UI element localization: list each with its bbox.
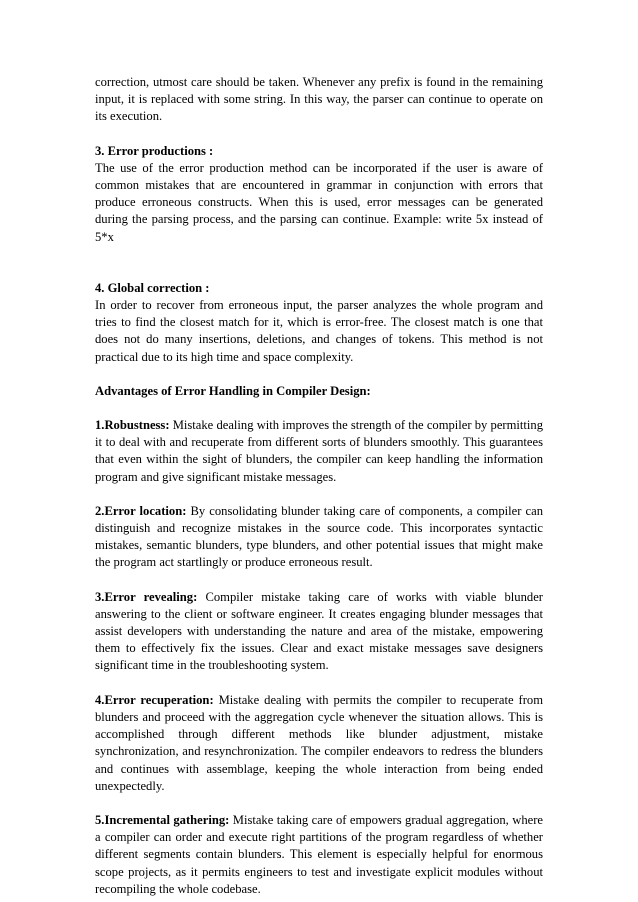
advantage-item bbox=[95, 503, 543, 572]
advantage-item bbox=[95, 417, 543, 486]
document-page bbox=[95, 74, 543, 898]
advantage-body: Mistake dealing with permits the compiler to recuperate from blunders and proceed with the aggregation cycle whenever the situation allows. This is accomplished through different methods like blunder adjustment, mistake synchronization, and resynchronization. The compiler endeavors to redress the blunders and continues with assemblage, keeping the whole interaction from being ended unexpectedly. bbox=[95, 692, 543, 793]
advantage-item bbox=[95, 812, 543, 898]
section-body: The use of the error production method can be incorporated if the user is aware of common mistakes that are encountered in grammar in conjunction with errors that produce erroneous constructs. When this is used, error messages can be generated during the parsing process, and the parsing can continue. Example: write 5x instead of 5*x bbox=[95, 160, 543, 244]
advantage-lead: 5.Incremental gathering: bbox=[95, 812, 230, 827]
advantage-body: Compiler mistake taking care of works with viable blunder answering to the client or software engineer. It creates engaging blunder messages that assist developers with understanding the nature and area of the mistake, empowering them to effectively fix the issues. Clear and exact mistake messages save designers significant time in the troubleshooting system. bbox=[95, 589, 543, 673]
advantages-heading-text: Advantages of Error Handling in Compiler Design: bbox=[95, 383, 371, 398]
advantage-lead: 1.Robustness: bbox=[95, 418, 170, 433]
section-heading: 4. Global correction : bbox=[95, 280, 210, 295]
section-heading: 3. Error productions : bbox=[95, 143, 214, 158]
advantage-lead: 3.Error revealing: bbox=[95, 589, 198, 604]
advantage-item bbox=[95, 692, 543, 795]
section-error-productions bbox=[95, 143, 543, 246]
advantage-lead: 4.Error recuperation: bbox=[95, 692, 214, 707]
section-global-correction bbox=[95, 280, 543, 366]
advantage-body: Mistake dealing with improves the strength of the compiler by permitting it to deal with and recuperate from different sorts of blunders smoothly. This guarantees that even within the sight of blunders, the compiler can keep handling the information program and give significant mistake messages. bbox=[95, 418, 543, 484]
advantage-lead: 2.Error location: bbox=[95, 503, 187, 518]
advantages-heading bbox=[95, 383, 543, 400]
advantage-item bbox=[95, 589, 543, 675]
advantage-body: Mistake taking care of empowers gradual aggregation, where a compiler can order and execute right partitions of the program regardless of whether different segments contain blunders. This element is especially helpful for enormous scope projects, as it permits engineers to test and investigate explicit modules without recompiling the whole codebase. bbox=[95, 812, 543, 896]
section-body: In order to recover from erroneous input, the parser analyzes the whole program and tries to find the closest match for it, which is error-free. The closest match is one that does not do many insertions, deletions, and changes of tokens. This method is not practical due to its high time and space complexity. bbox=[95, 298, 543, 364]
advantage-body: By consolidating blunder taking care of components, a compiler can distinguish and recognize mistakes in the source code. This incorporates syntactic mistakes, semantic blunders, type blunders, and other potential issues that might make the program act startlingly or produce erroneous result. bbox=[95, 503, 543, 570]
intro-paragraph: correction, utmost care should be taken. Whenever any prefix is found in the remaining input, it is replaced with some string. In this way, the parser can continue to operate on its execution. bbox=[95, 75, 543, 124]
